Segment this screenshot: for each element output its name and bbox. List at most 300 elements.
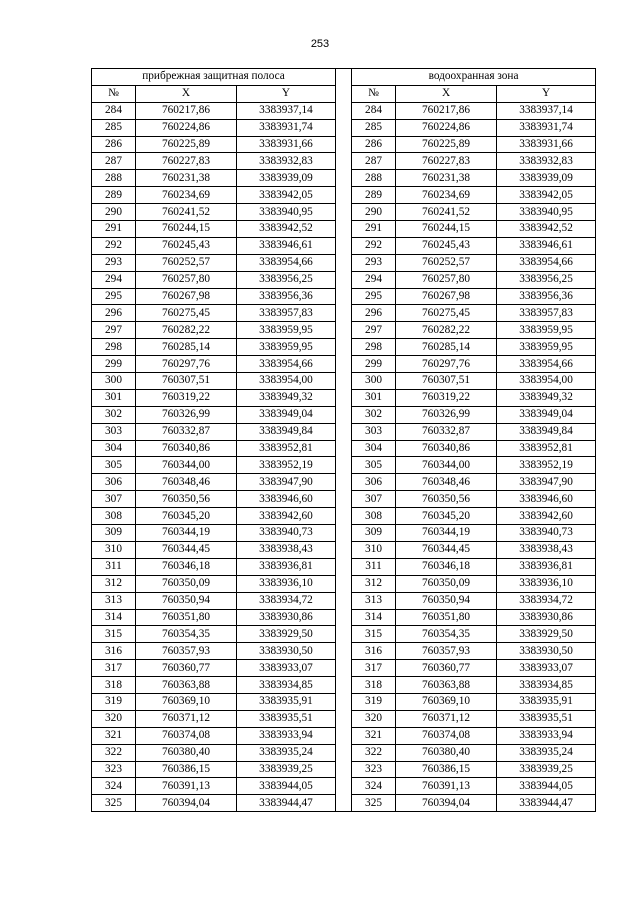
left-point-number-cell: 323 <box>92 761 136 778</box>
right-point-number-cell: 315 <box>352 626 396 643</box>
column-gap <box>336 204 352 221</box>
right-y-coordinate-cell: 3383959,95 <box>497 322 596 339</box>
right-x-coordinate-cell: 760297,76 <box>396 356 497 373</box>
left-point-number-cell: 295 <box>92 288 136 305</box>
column-gap <box>336 389 352 406</box>
right-x-coordinate-cell: 760234,69 <box>396 187 497 204</box>
column-gap <box>336 423 352 440</box>
header-number: № <box>352 85 396 102</box>
table-row <box>92 102 596 119</box>
left-point-number-cell: 321 <box>92 727 136 744</box>
left-y-coordinate-cell: 3383947,90 <box>237 474 336 491</box>
column-gap <box>336 221 352 238</box>
right-y-coordinate-cell: 3383931,74 <box>497 119 596 136</box>
left-y-coordinate-cell: 3383938,43 <box>237 541 336 558</box>
right-point-number-cell: 286 <box>352 136 396 153</box>
left-x-coordinate-cell: 760391,13 <box>136 778 237 795</box>
left-point-number-cell: 284 <box>92 102 136 119</box>
left-x-coordinate-cell: 760252,57 <box>136 254 237 271</box>
table-row <box>92 153 596 170</box>
column-gap <box>336 592 352 609</box>
table-row <box>92 508 596 525</box>
right-x-coordinate-cell: 760350,94 <box>396 592 497 609</box>
right-y-coordinate-cell: 3383935,51 <box>497 710 596 727</box>
right-y-coordinate-cell: 3383936,81 <box>497 558 596 575</box>
table-row <box>92 525 596 542</box>
right-y-coordinate-cell: 3383942,52 <box>497 221 596 238</box>
left-x-coordinate-cell: 760374,08 <box>136 727 237 744</box>
table-row <box>92 626 596 643</box>
right-y-coordinate-cell: 3383930,50 <box>497 643 596 660</box>
column-gap <box>336 541 352 558</box>
right-point-number-cell: 321 <box>352 727 396 744</box>
header-number: № <box>92 85 136 102</box>
table-row <box>92 643 596 660</box>
right-y-coordinate-cell: 3383935,24 <box>497 744 596 761</box>
right-y-coordinate-cell: 3383944,47 <box>497 795 596 812</box>
left-x-coordinate-cell: 760340,86 <box>136 440 237 457</box>
table-title-row <box>92 69 596 86</box>
left-x-coordinate-cell: 760344,45 <box>136 541 237 558</box>
left-x-coordinate-cell: 760363,88 <box>136 677 237 694</box>
right-point-number-cell: 306 <box>352 474 396 491</box>
left-point-number-cell: 296 <box>92 305 136 322</box>
left-y-coordinate-cell: 3383939,09 <box>237 170 336 187</box>
left-x-coordinate-cell: 760371,12 <box>136 710 237 727</box>
right-point-number-cell: 289 <box>352 187 396 204</box>
right-y-coordinate-cell: 3383957,83 <box>497 305 596 322</box>
left-x-coordinate-cell: 760369,10 <box>136 693 237 710</box>
left-x-coordinate-cell: 760332,87 <box>136 423 237 440</box>
right-point-number-cell: 290 <box>352 204 396 221</box>
column-gap <box>336 778 352 795</box>
left-y-coordinate-cell: 3383942,05 <box>237 187 336 204</box>
right-point-number-cell: 284 <box>352 102 396 119</box>
left-x-coordinate-cell: 760326,99 <box>136 406 237 423</box>
right-point-number-cell: 292 <box>352 237 396 254</box>
left-y-coordinate-cell: 3383930,86 <box>237 609 336 626</box>
left-point-number-cell: 285 <box>92 119 136 136</box>
table-row <box>92 356 596 373</box>
left-x-coordinate-cell: 760241,52 <box>136 204 237 221</box>
column-gap <box>336 271 352 288</box>
table-row <box>92 744 596 761</box>
right-x-coordinate-cell: 760354,35 <box>396 626 497 643</box>
right-y-coordinate-cell: 3383932,83 <box>497 153 596 170</box>
right-y-coordinate-cell: 3383940,73 <box>497 525 596 542</box>
right-point-number-cell: 320 <box>352 710 396 727</box>
table-row <box>92 170 596 187</box>
right-y-coordinate-cell: 3383942,60 <box>497 508 596 525</box>
right-point-number-cell: 308 <box>352 508 396 525</box>
left-point-number-cell: 310 <box>92 541 136 558</box>
left-x-coordinate-cell: 760348,46 <box>136 474 237 491</box>
table-row <box>92 322 596 339</box>
column-gap <box>336 119 352 136</box>
column-gap <box>336 609 352 626</box>
left-x-coordinate-cell: 760344,00 <box>136 457 237 474</box>
column-gap <box>336 525 352 542</box>
left-y-coordinate-cell: 3383935,24 <box>237 744 336 761</box>
left-point-number-cell: 325 <box>92 795 136 812</box>
table-row <box>92 136 596 153</box>
right-y-coordinate-cell: 3383940,95 <box>497 204 596 221</box>
column-gap <box>336 153 352 170</box>
left-y-coordinate-cell: 3383937,14 <box>237 102 336 119</box>
right-point-number-cell: 293 <box>352 254 396 271</box>
left-x-coordinate-cell: 760344,19 <box>136 525 237 542</box>
left-y-coordinate-cell: 3383934,72 <box>237 592 336 609</box>
left-point-number-cell: 300 <box>92 373 136 390</box>
left-x-coordinate-cell: 760360,77 <box>136 660 237 677</box>
right-point-number-cell: 303 <box>352 423 396 440</box>
right-point-number-cell: 304 <box>352 440 396 457</box>
left-point-number-cell: 324 <box>92 778 136 795</box>
left-x-coordinate-cell: 760244,15 <box>136 221 237 238</box>
right-y-coordinate-cell: 3383954,66 <box>497 254 596 271</box>
table-row <box>92 406 596 423</box>
left-point-number-cell: 299 <box>92 356 136 373</box>
left-point-number-cell: 322 <box>92 744 136 761</box>
left-x-coordinate-cell: 760350,94 <box>136 592 237 609</box>
right-y-coordinate-cell: 3383931,66 <box>497 136 596 153</box>
left-y-coordinate-cell: 3383936,10 <box>237 575 336 592</box>
right-y-coordinate-cell: 3383933,94 <box>497 727 596 744</box>
left-y-coordinate-cell: 3383940,95 <box>237 204 336 221</box>
left-x-coordinate-cell: 760319,22 <box>136 389 237 406</box>
left-point-number-cell: 286 <box>92 136 136 153</box>
left-point-number-cell: 306 <box>92 474 136 491</box>
left-y-coordinate-cell: 3383954,66 <box>237 356 336 373</box>
left-y-coordinate-cell: 3383949,84 <box>237 423 336 440</box>
right-x-coordinate-cell: 760357,93 <box>396 643 497 660</box>
left-y-coordinate-cell: 3383956,36 <box>237 288 336 305</box>
left-point-number-cell: 287 <box>92 153 136 170</box>
right-y-coordinate-cell: 3383952,81 <box>497 440 596 457</box>
column-gap <box>336 356 352 373</box>
right-x-coordinate-cell: 760344,45 <box>396 541 497 558</box>
right-point-number-cell: 300 <box>352 373 396 390</box>
left-y-coordinate-cell: 3383949,32 <box>237 389 336 406</box>
right-point-number-cell: 291 <box>352 221 396 238</box>
right-x-coordinate-cell: 760340,86 <box>396 440 497 457</box>
header-y: Y <box>497 85 596 102</box>
left-point-number-cell: 313 <box>92 592 136 609</box>
right-y-coordinate-cell: 3383949,04 <box>497 406 596 423</box>
left-section-title: прибрежная защитная полоса <box>92 69 336 86</box>
left-y-coordinate-cell: 3383936,81 <box>237 558 336 575</box>
table-row <box>92 541 596 558</box>
right-y-coordinate-cell: 3383952,19 <box>497 457 596 474</box>
right-x-coordinate-cell: 760371,12 <box>396 710 497 727</box>
left-point-number-cell: 312 <box>92 575 136 592</box>
right-y-coordinate-cell: 3383938,43 <box>497 541 596 558</box>
right-point-number-cell: 295 <box>352 288 396 305</box>
left-x-coordinate-cell: 760225,89 <box>136 136 237 153</box>
right-y-coordinate-cell: 3383929,50 <box>497 626 596 643</box>
left-point-number-cell: 308 <box>92 508 136 525</box>
column-gap <box>336 170 352 187</box>
right-point-number-cell: 322 <box>352 744 396 761</box>
left-y-coordinate-cell: 3383959,95 <box>237 339 336 356</box>
right-point-number-cell: 317 <box>352 660 396 677</box>
right-point-number-cell: 287 <box>352 153 396 170</box>
left-point-number-cell: 303 <box>92 423 136 440</box>
right-y-coordinate-cell: 3383946,61 <box>497 237 596 254</box>
left-y-coordinate-cell: 3383946,60 <box>237 491 336 508</box>
left-y-coordinate-cell: 3383957,83 <box>237 305 336 322</box>
right-x-coordinate-cell: 760345,20 <box>396 508 497 525</box>
table-body <box>92 102 596 811</box>
right-point-number-cell: 313 <box>352 592 396 609</box>
right-point-number-cell: 318 <box>352 677 396 694</box>
column-gap <box>336 69 352 86</box>
left-y-coordinate-cell: 3383929,50 <box>237 626 336 643</box>
table-row <box>92 221 596 238</box>
left-point-number-cell: 317 <box>92 660 136 677</box>
left-x-coordinate-cell: 760351,80 <box>136 609 237 626</box>
table-row <box>92 187 596 204</box>
right-x-coordinate-cell: 760332,87 <box>396 423 497 440</box>
right-x-coordinate-cell: 760351,80 <box>396 609 497 626</box>
right-y-coordinate-cell: 3383934,85 <box>497 677 596 694</box>
header-y: Y <box>237 85 336 102</box>
left-y-coordinate-cell: 3383935,91 <box>237 693 336 710</box>
table-row <box>92 119 596 136</box>
left-point-number-cell: 309 <box>92 525 136 542</box>
left-point-number-cell: 290 <box>92 204 136 221</box>
left-point-number-cell: 315 <box>92 626 136 643</box>
header-x: X <box>396 85 497 102</box>
table-row <box>92 727 596 744</box>
table-header-row <box>92 85 596 102</box>
right-x-coordinate-cell: 760363,88 <box>396 677 497 694</box>
left-y-coordinate-cell: 3383944,47 <box>237 795 336 812</box>
right-x-coordinate-cell: 760217,86 <box>396 102 497 119</box>
right-x-coordinate-cell: 760326,99 <box>396 406 497 423</box>
right-y-coordinate-cell: 3383944,05 <box>497 778 596 795</box>
table-row <box>92 288 596 305</box>
left-point-number-cell: 288 <box>92 170 136 187</box>
right-y-coordinate-cell: 3383959,95 <box>497 339 596 356</box>
right-point-number-cell: 297 <box>352 322 396 339</box>
right-x-coordinate-cell: 760369,10 <box>396 693 497 710</box>
left-point-number-cell: 302 <box>92 406 136 423</box>
right-x-coordinate-cell: 760344,19 <box>396 525 497 542</box>
right-x-coordinate-cell: 760225,89 <box>396 136 497 153</box>
column-gap <box>336 491 352 508</box>
left-point-number-cell: 297 <box>92 322 136 339</box>
table-row <box>92 204 596 221</box>
column-gap <box>336 727 352 744</box>
left-y-coordinate-cell: 3383933,94 <box>237 727 336 744</box>
right-y-coordinate-cell: 3383949,32 <box>497 389 596 406</box>
left-y-coordinate-cell: 3383933,07 <box>237 660 336 677</box>
right-point-number-cell: 299 <box>352 356 396 373</box>
left-point-number-cell: 301 <box>92 389 136 406</box>
left-point-number-cell: 291 <box>92 221 136 238</box>
right-x-coordinate-cell: 760360,77 <box>396 660 497 677</box>
right-point-number-cell: 324 <box>352 778 396 795</box>
left-y-coordinate-cell: 3383949,04 <box>237 406 336 423</box>
column-gap <box>336 575 352 592</box>
right-x-coordinate-cell: 760386,15 <box>396 761 497 778</box>
column-gap <box>336 626 352 643</box>
column-gap <box>336 660 352 677</box>
right-y-coordinate-cell: 3383956,36 <box>497 288 596 305</box>
left-x-coordinate-cell: 760217,86 <box>136 102 237 119</box>
left-y-coordinate-cell: 3383935,51 <box>237 710 336 727</box>
table-row <box>92 660 596 677</box>
right-y-coordinate-cell: 3383939,09 <box>497 170 596 187</box>
table-row <box>92 237 596 254</box>
right-x-coordinate-cell: 760244,15 <box>396 221 497 238</box>
table-row <box>92 271 596 288</box>
right-point-number-cell: 311 <box>352 558 396 575</box>
table-row <box>92 254 596 271</box>
left-x-coordinate-cell: 760357,93 <box>136 643 237 660</box>
left-x-coordinate-cell: 760380,40 <box>136 744 237 761</box>
left-y-coordinate-cell: 3383954,66 <box>237 254 336 271</box>
right-point-number-cell: 323 <box>352 761 396 778</box>
column-gap <box>336 795 352 812</box>
left-x-coordinate-cell: 760350,56 <box>136 491 237 508</box>
left-y-coordinate-cell: 3383930,50 <box>237 643 336 660</box>
right-y-coordinate-cell: 3383949,84 <box>497 423 596 440</box>
table-row <box>92 474 596 491</box>
left-point-number-cell: 311 <box>92 558 136 575</box>
right-point-number-cell: 314 <box>352 609 396 626</box>
column-gap <box>336 710 352 727</box>
table-row <box>92 305 596 322</box>
left-x-coordinate-cell: 760354,35 <box>136 626 237 643</box>
left-y-coordinate-cell: 3383932,83 <box>237 153 336 170</box>
right-point-number-cell: 309 <box>352 525 396 542</box>
right-x-coordinate-cell: 760285,14 <box>396 339 497 356</box>
left-y-coordinate-cell: 3383952,81 <box>237 440 336 457</box>
right-x-coordinate-cell: 760344,00 <box>396 457 497 474</box>
right-y-coordinate-cell: 3383937,14 <box>497 102 596 119</box>
left-point-number-cell: 320 <box>92 710 136 727</box>
left-x-coordinate-cell: 760275,45 <box>136 305 237 322</box>
left-x-coordinate-cell: 760224,86 <box>136 119 237 136</box>
right-x-coordinate-cell: 760257,80 <box>396 271 497 288</box>
table-row <box>92 440 596 457</box>
left-point-number-cell: 289 <box>92 187 136 204</box>
table-row <box>92 373 596 390</box>
table-row <box>92 778 596 795</box>
column-gap <box>336 288 352 305</box>
right-y-coordinate-cell: 3383930,86 <box>497 609 596 626</box>
column-gap <box>336 322 352 339</box>
table-row <box>92 491 596 508</box>
left-y-coordinate-cell: 3383952,19 <box>237 457 336 474</box>
left-x-coordinate-cell: 760297,76 <box>136 356 237 373</box>
column-gap <box>336 237 352 254</box>
column-gap <box>336 254 352 271</box>
table-row <box>92 457 596 474</box>
right-point-number-cell: 310 <box>352 541 396 558</box>
right-x-coordinate-cell: 760224,86 <box>396 119 497 136</box>
right-x-coordinate-cell: 760227,83 <box>396 153 497 170</box>
right-point-number-cell: 296 <box>352 305 396 322</box>
table-row <box>92 558 596 575</box>
left-x-coordinate-cell: 760227,83 <box>136 153 237 170</box>
left-x-coordinate-cell: 760285,14 <box>136 339 237 356</box>
table-row <box>92 389 596 406</box>
right-y-coordinate-cell: 3383956,25 <box>497 271 596 288</box>
left-y-coordinate-cell: 3383959,95 <box>237 322 336 339</box>
left-point-number-cell: 298 <box>92 339 136 356</box>
column-gap <box>336 457 352 474</box>
left-y-coordinate-cell: 3383939,25 <box>237 761 336 778</box>
left-y-coordinate-cell: 3383956,25 <box>237 271 336 288</box>
right-y-coordinate-cell: 3383934,72 <box>497 592 596 609</box>
table-row <box>92 795 596 812</box>
right-x-coordinate-cell: 760350,56 <box>396 491 497 508</box>
left-x-coordinate-cell: 760350,09 <box>136 575 237 592</box>
right-x-coordinate-cell: 760267,98 <box>396 288 497 305</box>
left-point-number-cell: 293 <box>92 254 136 271</box>
right-x-coordinate-cell: 760241,52 <box>396 204 497 221</box>
left-y-coordinate-cell: 3383931,74 <box>237 119 336 136</box>
left-y-coordinate-cell: 3383940,73 <box>237 525 336 542</box>
right-x-coordinate-cell: 760346,18 <box>396 558 497 575</box>
left-x-coordinate-cell: 760257,80 <box>136 271 237 288</box>
left-point-number-cell: 294 <box>92 271 136 288</box>
column-gap <box>336 136 352 153</box>
table-row <box>92 339 596 356</box>
right-point-number-cell: 319 <box>352 693 396 710</box>
right-y-coordinate-cell: 3383954,00 <box>497 373 596 390</box>
right-point-number-cell: 301 <box>352 389 396 406</box>
column-gap <box>336 693 352 710</box>
right-x-coordinate-cell: 760380,40 <box>396 744 497 761</box>
right-x-coordinate-cell: 760275,45 <box>396 305 497 322</box>
column-gap <box>336 558 352 575</box>
right-x-coordinate-cell: 760374,08 <box>396 727 497 744</box>
left-point-number-cell: 314 <box>92 609 136 626</box>
left-x-coordinate-cell: 760245,43 <box>136 237 237 254</box>
left-y-coordinate-cell: 3383934,85 <box>237 677 336 694</box>
right-y-coordinate-cell: 3383942,05 <box>497 187 596 204</box>
right-y-coordinate-cell: 3383933,07 <box>497 660 596 677</box>
right-point-number-cell: 302 <box>352 406 396 423</box>
right-x-coordinate-cell: 760391,13 <box>396 778 497 795</box>
table-row <box>92 677 596 694</box>
column-gap <box>336 305 352 322</box>
left-point-number-cell: 304 <box>92 440 136 457</box>
right-point-number-cell: 298 <box>352 339 396 356</box>
right-point-number-cell: 316 <box>352 643 396 660</box>
left-x-coordinate-cell: 760282,22 <box>136 322 237 339</box>
right-y-coordinate-cell: 3383935,91 <box>497 693 596 710</box>
right-point-number-cell: 285 <box>352 119 396 136</box>
left-y-coordinate-cell: 3383944,05 <box>237 778 336 795</box>
left-x-coordinate-cell: 760386,15 <box>136 761 237 778</box>
left-x-coordinate-cell: 760231,38 <box>136 170 237 187</box>
left-point-number-cell: 292 <box>92 237 136 254</box>
left-x-coordinate-cell: 760267,98 <box>136 288 237 305</box>
column-gap <box>336 102 352 119</box>
left-x-coordinate-cell: 760345,20 <box>136 508 237 525</box>
right-y-coordinate-cell: 3383936,10 <box>497 575 596 592</box>
right-section-title: водоохранная зона <box>352 69 596 86</box>
column-gap <box>336 373 352 390</box>
table-row <box>92 693 596 710</box>
column-gap <box>336 508 352 525</box>
column-gap <box>336 677 352 694</box>
